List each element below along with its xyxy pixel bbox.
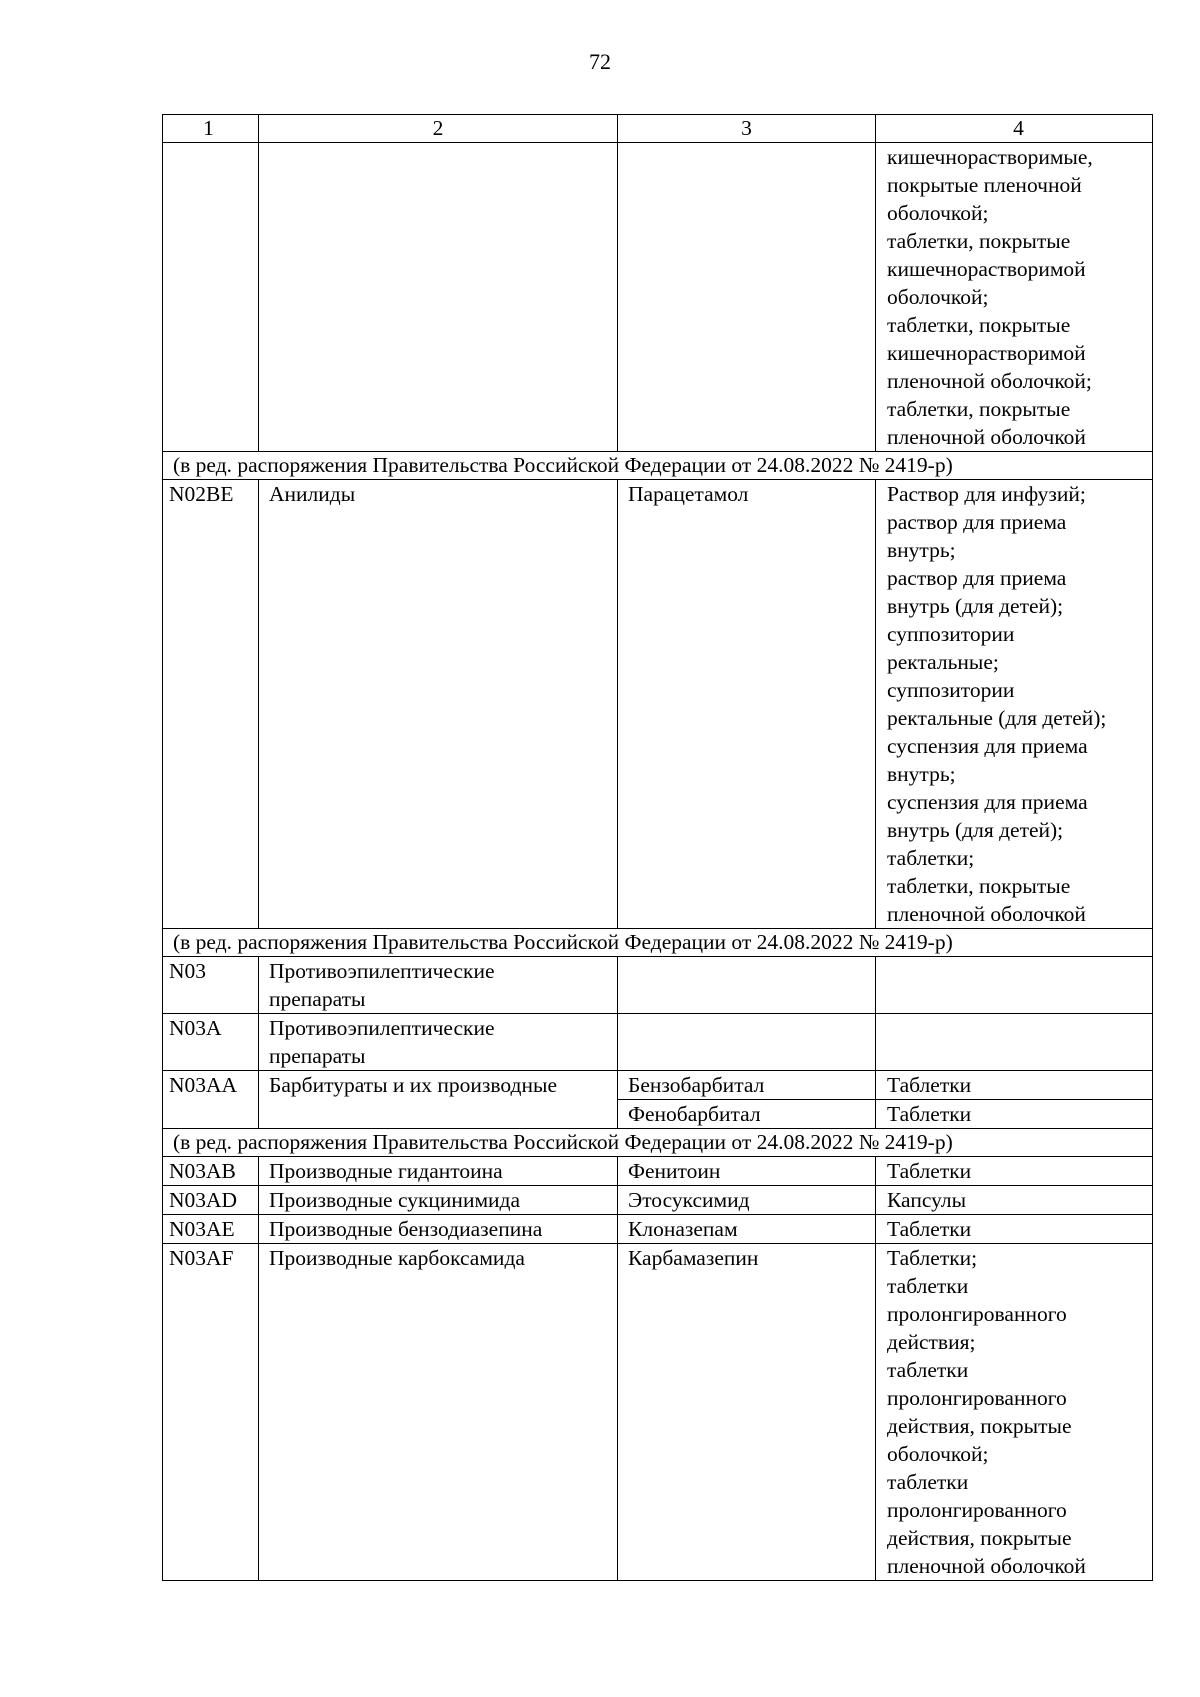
dosage-form-cell [876, 957, 1153, 1014]
table-row [163, 143, 1153, 452]
dosage-form-cell [876, 1014, 1153, 1071]
atc-code-cell: N03AF [163, 1244, 259, 1581]
table-body [163, 115, 1153, 1581]
drug-name-cell: Фенитоин [618, 1157, 876, 1186]
atc-code-cell: N03AA [163, 1071, 259, 1129]
atc-code-cell: N03AB [163, 1157, 259, 1186]
header-col-3: 3 [618, 115, 876, 143]
amendment-note-row [163, 929, 1153, 957]
dosage-form-cell: Таблетки [876, 1071, 1153, 1100]
table-row [163, 1157, 1153, 1186]
dosage-form-cell: кишечнорастворимые, покрытые пленочной оболочкой; таблетки, покрытые кишечнорастворимой оболочкой; таблетки, покрытые кишечнорастворимой пленочной оболочкой; таблетки, покрытые пленочной оболочкой [876, 143, 1153, 452]
table-row [163, 1014, 1153, 1071]
drug-name-cell [618, 957, 876, 1014]
page-number: 72 [589, 49, 611, 74]
atc-code-cell: N03A [163, 1014, 259, 1071]
dosage-form-cell: Таблетки [876, 1100, 1153, 1129]
amendment-note-row [163, 452, 1153, 480]
group-name-cell: Барбитураты и их производные [259, 1071, 618, 1129]
table-header-row [163, 115, 1153, 143]
group-name-cell: Анилиды [259, 480, 618, 929]
drug-name-cell: Клоназепам [618, 1215, 876, 1244]
group-name-cell: Производные гидантоина [259, 1157, 618, 1186]
header-col-1: 1 [163, 115, 259, 143]
atc-code-cell: N03 [163, 957, 259, 1014]
amendment-note: (в ред. распоряжения Правительства Российской Федерации от 24.08.2022 № 2419-р) [163, 1129, 1153, 1157]
dosage-form-cell: Капсулы [876, 1186, 1153, 1215]
drug-name-cell: Парацетамол [618, 480, 876, 929]
group-name-cell: Противоэпилептические препараты [259, 957, 618, 1014]
table-row [163, 1071, 1153, 1100]
table-row [163, 1186, 1153, 1215]
group-name-cell: Производные бензодиазепина [259, 1215, 618, 1244]
atc-code-cell: N03AD [163, 1186, 259, 1215]
dosage-form-cell: Таблетки; таблетки пролонгированного действия; таблетки пролонгированного действия, покрытые оболочкой; таблетки пролонгированного действия, покрытые пленочной оболочкой [876, 1244, 1153, 1581]
header-col-4: 4 [876, 115, 1153, 143]
table-row [163, 1215, 1153, 1244]
drug-list-table [162, 114, 1153, 1581]
atc-code-cell: N03AE [163, 1215, 259, 1244]
drug-name-cell [618, 1014, 876, 1071]
drug-name-cell: Карбамазепин [618, 1244, 876, 1581]
header-col-2: 2 [259, 115, 618, 143]
table-row [163, 957, 1153, 1014]
atc-code-cell: N02BE [163, 480, 259, 929]
group-name-cell: Производные карбоксамида [259, 1244, 618, 1581]
dosage-form-cell: Таблетки [876, 1215, 1153, 1244]
amendment-note: (в ред. распоряжения Правительства Российской Федерации от 24.08.2022 № 2419-р) [163, 929, 1153, 957]
group-name-cell [259, 143, 618, 452]
table-row [163, 1244, 1153, 1581]
amendment-note: (в ред. распоряжения Правительства Российской Федерации от 24.08.2022 № 2419-р) [163, 452, 1153, 480]
table-row [163, 480, 1153, 929]
drug-name-cell: Этосуксимид [618, 1186, 876, 1215]
dosage-form-cell: Раствор для инфузий; раствор для приема внутрь; раствор для приема внутрь (для детей); суппозитории ректальные; суппозитории ректальные (для детей); суспензия для приема внутрь; суспензия для приема внутрь (для детей); таблетки; таблетки, покрытые пленочной оболочкой [876, 480, 1153, 929]
amendment-note-row [163, 1129, 1153, 1157]
group-name-cell: Противоэпилептические препараты [259, 1014, 618, 1071]
atc-code-cell [163, 143, 259, 452]
group-name-cell: Производные сукцинимида [259, 1186, 618, 1215]
dosage-form-cell: Таблетки [876, 1157, 1153, 1186]
drug-name-cell: Бензобарбитал [618, 1071, 876, 1100]
drug-name-cell [618, 143, 876, 452]
drug-name-cell: Фенобарбитал [618, 1100, 876, 1129]
